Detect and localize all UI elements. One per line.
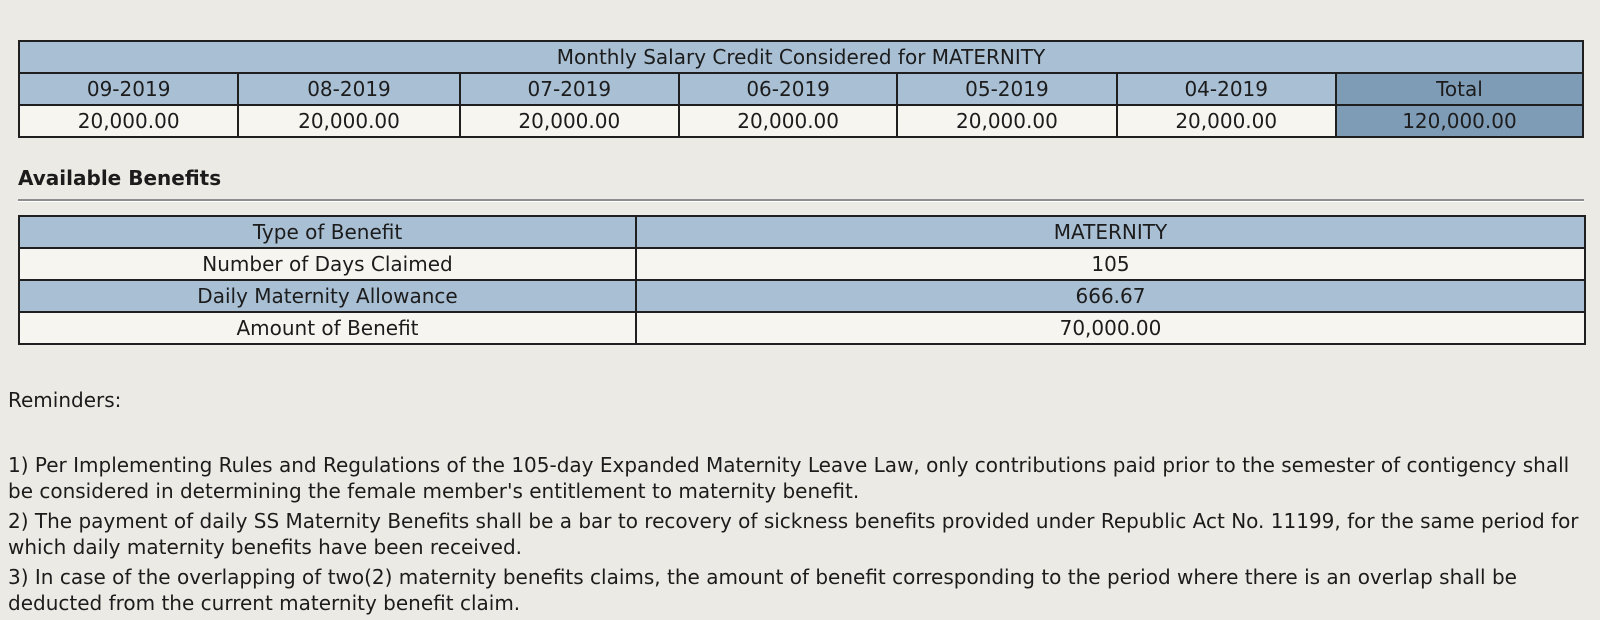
benefit-value: 70,000.00 bbox=[636, 312, 1585, 344]
benefits-table bbox=[18, 215, 1586, 345]
available-benefits-heading: Available Benefits bbox=[18, 166, 222, 190]
benefit-value: MATERNITY bbox=[636, 216, 1585, 248]
salary-value: 20,000.00 bbox=[19, 105, 238, 137]
salary-value: 20,000.00 bbox=[238, 105, 459, 137]
section-divider bbox=[18, 199, 1584, 202]
salary-value: 20,000.00 bbox=[460, 105, 679, 137]
benefit-value: 666.67 bbox=[636, 280, 1585, 312]
reminder-item: 2) The payment of daily SS Maternity Benefits shall be a bar to recovery of sickness benefits provided under Republic Act No. 11199, for the same period for which daily maternity benefits have been received. bbox=[8, 509, 1579, 559]
month-header: 08-2019 bbox=[238, 73, 459, 105]
salary-credit-table bbox=[18, 40, 1584, 138]
salary-value: 20,000.00 bbox=[679, 105, 897, 137]
benefit-value: 105 bbox=[636, 248, 1585, 280]
month-header: 06-2019 bbox=[679, 73, 897, 105]
reminders-list bbox=[8, 452, 1588, 620]
month-header: 09-2019 bbox=[19, 73, 238, 105]
reminder-item: 3) In case of the overlapping of two(2) maternity benefits claims, the amount of benefit corresponding to the period where there is an overlap shall be deducted from the current maternity benefit claim. bbox=[8, 565, 1517, 615]
reminder-item: 1) Per Implementing Rules and Regulations of the 105-day Expanded Maternity Leave Law, only contributions paid prior to the semester of contigency shall be considered in determining the female member's entitlement to maternity benefit. bbox=[8, 453, 1570, 503]
reminders-heading: Reminders: bbox=[8, 388, 122, 412]
salary-value: 20,000.00 bbox=[1117, 105, 1336, 137]
benefit-row bbox=[19, 280, 1585, 312]
salary-value: 20,000.00 bbox=[897, 105, 1116, 137]
benefit-row bbox=[19, 216, 1585, 248]
benefit-label: Daily Maternity Allowance bbox=[19, 280, 636, 312]
month-header: 04-2019 bbox=[1117, 73, 1336, 105]
benefit-label: Amount of Benefit bbox=[19, 312, 636, 344]
salary-table-title: Monthly Salary Credit Considered for MATERNITY bbox=[19, 41, 1583, 73]
total-header: Total bbox=[1336, 73, 1583, 105]
benefit-row bbox=[19, 248, 1585, 280]
total-value: 120,000.00 bbox=[1336, 105, 1583, 137]
benefit-label: Type of Benefit bbox=[19, 216, 636, 248]
month-header: 07-2019 bbox=[460, 73, 679, 105]
benefit-row bbox=[19, 312, 1585, 344]
benefit-label: Number of Days Claimed bbox=[19, 248, 636, 280]
month-header: 05-2019 bbox=[897, 73, 1116, 105]
